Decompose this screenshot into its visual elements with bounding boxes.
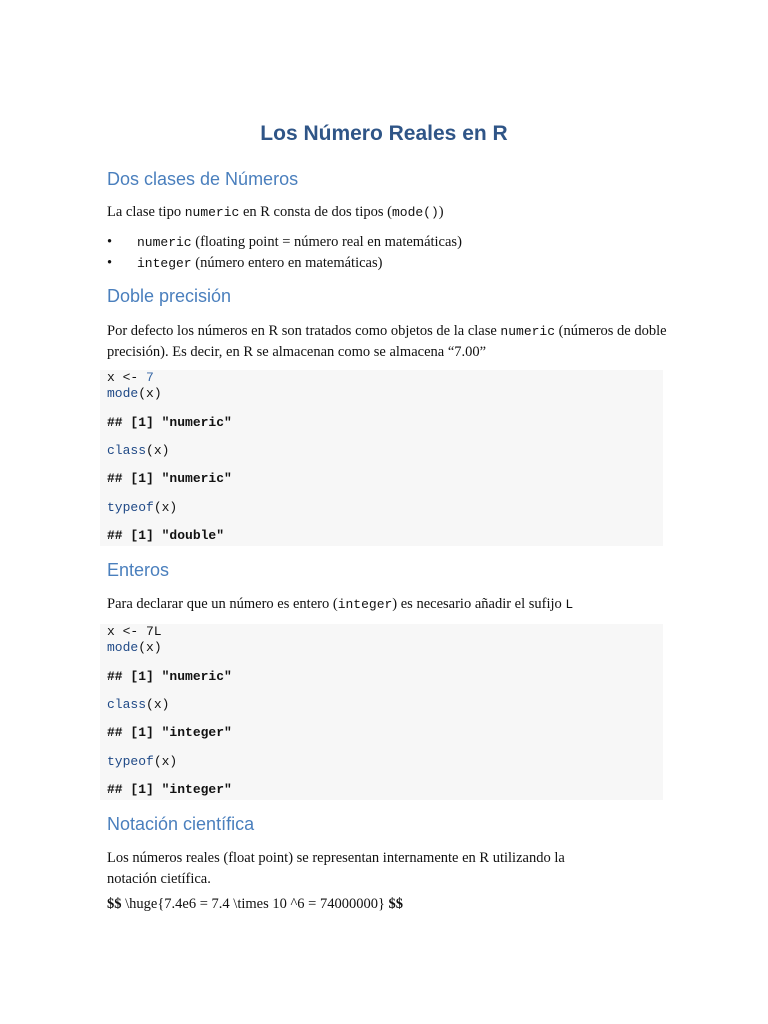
notacion-line-1: Los números reales (float point) se representan internamente en R utilizando la (107, 850, 565, 866)
intro-code-mode: mode() (391, 205, 439, 220)
latex-delimiter: $$ (388, 896, 404, 912)
list-item-text: (floating point = número real en matemáticas) (191, 234, 462, 250)
latex-body: \huge{7.4e6 = 7.4 \times 10 ^6 = 74000000} (121, 896, 389, 912)
code-block-doble (100, 370, 663, 546)
paragraph-notacion (107, 848, 667, 890)
code-block-enteros (100, 624, 663, 800)
code-line-assign (107, 370, 154, 386)
code-arg: (x) (138, 640, 162, 655)
enteros-code: integer (337, 597, 393, 612)
intro-text-post: ) (438, 204, 444, 220)
code-function: class (107, 443, 147, 458)
code-function: mode (107, 640, 139, 655)
type-list (107, 232, 462, 274)
latex-formula (107, 896, 403, 913)
code-output: ## [1] "numeric" (107, 471, 232, 486)
page-title: Los Número Reales en R (260, 122, 508, 145)
code-output: ## [1] "numeric" (107, 669, 232, 684)
bullet-icon: • (107, 255, 113, 271)
code-function: class (107, 697, 147, 712)
intro-code: numeric (184, 205, 240, 220)
code-assign: x <- (107, 370, 147, 385)
code-output: ## [1] "integer" (107, 725, 232, 740)
code-line-typeof (107, 500, 177, 516)
list-item-text: (número entero en matemáticas) (191, 255, 383, 271)
code-arg: (x) (146, 697, 170, 712)
code-output: ## [1] "double" (107, 528, 225, 543)
code-line-class (107, 697, 169, 713)
code-function: typeof (107, 500, 154, 515)
notacion-line-2: notación cietífica. (107, 871, 211, 887)
list-item-code: numeric (137, 235, 192, 250)
intro-text-mid: en R consta de dos tipos ( (239, 204, 392, 220)
code-output: ## [1] "integer" (107, 782, 232, 797)
code-output: ## [1] "numeric" (107, 415, 232, 430)
code-arg: (x) (138, 386, 162, 401)
paragraph-enteros (107, 594, 667, 615)
heading-enteros: Enteros (107, 560, 170, 580)
bullet-icon: • (107, 234, 113, 250)
latex-delimiter: $$ (107, 896, 122, 912)
enteros-code-suffix: L (565, 597, 574, 612)
code-line-mode (107, 386, 162, 402)
code-line-mode (107, 640, 162, 656)
code-function: mode (107, 386, 139, 401)
list-item (107, 232, 462, 253)
code-line-typeof (107, 754, 177, 770)
code-arg: (x) (153, 500, 178, 515)
enteros-text: Para declarar que un número es entero ( (107, 596, 338, 612)
intro-text: La clase tipo (107, 204, 185, 220)
doble-code: numeric (500, 324, 556, 339)
enteros-text-mid: ) es necesario añadir el sufijo (392, 596, 566, 612)
paragraph-doble (107, 321, 667, 363)
code-line-class (107, 443, 169, 459)
list-item (107, 253, 462, 274)
code-line-assign: x <- 7L (107, 624, 162, 639)
code-function: typeof (107, 754, 154, 769)
list-item-code: integer (137, 256, 192, 271)
doble-text: Por defecto los números en R son tratados como objetos de la clase (107, 323, 501, 339)
heading-notacion: Notación científica (107, 814, 255, 834)
code-number: 7 (146, 370, 154, 385)
heading-dos-clases: Dos clases de Números (107, 169, 299, 189)
heading-doble-precision: Doble precisión (107, 286, 232, 306)
code-arg: (x) (153, 754, 178, 769)
code-arg: (x) (146, 443, 170, 458)
paragraph-intro (107, 202, 667, 223)
doble-text-post: (números de doble precisión). Es decir, en R se almacenan como se almacena “7.00” (107, 323, 667, 360)
